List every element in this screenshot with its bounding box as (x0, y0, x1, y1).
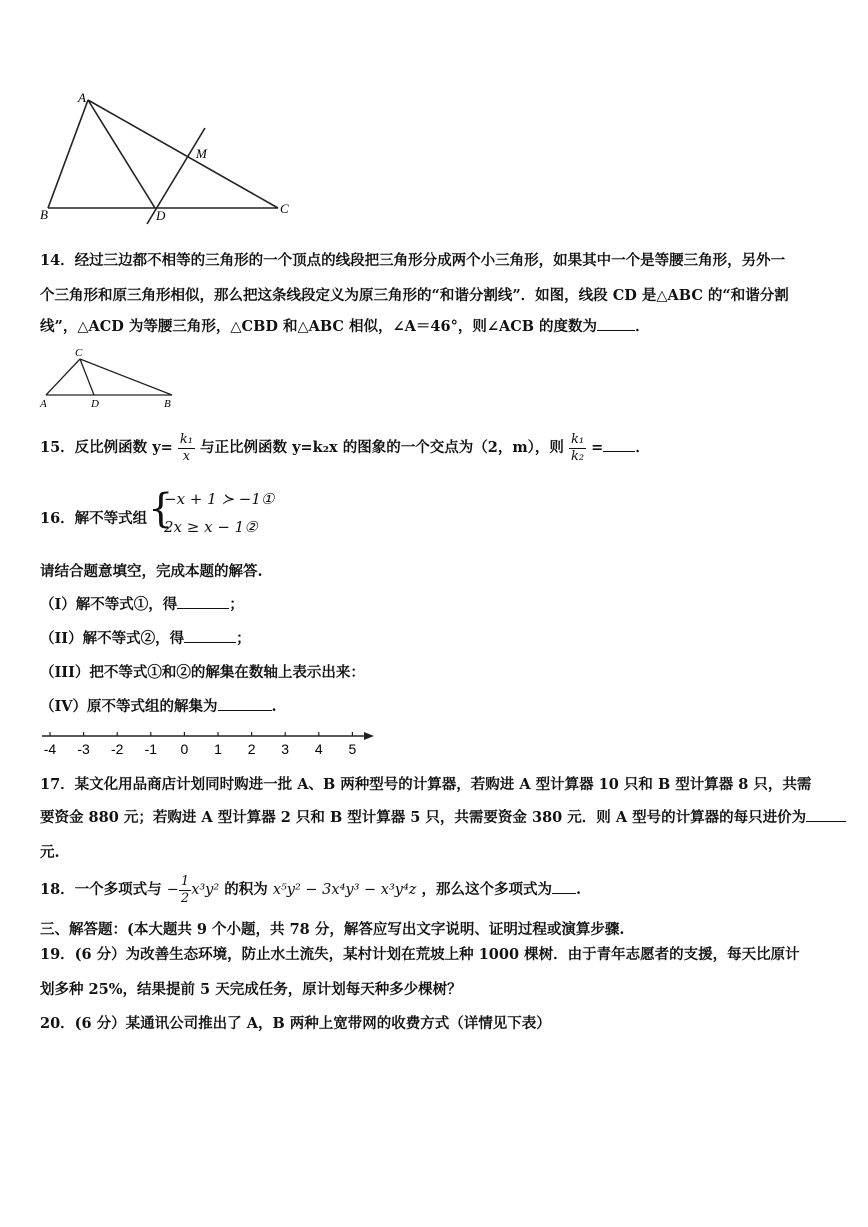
label-d: D (156, 208, 166, 223)
q15-frac1-num: k₁ (179, 431, 193, 447)
fig2-label-d: D (91, 398, 99, 410)
q15-middle: 与正比例函数 y=k₂x 的图象的一个交点为（2，m），则 (200, 439, 564, 456)
number-line-tick-label: 2 (247, 741, 256, 757)
q15-frac2-num: k₁ (571, 431, 585, 447)
q18-suffix: ，那么这个多项式为 (421, 881, 552, 898)
q16-step2-end: ； (236, 630, 251, 647)
q20-text: 20．(6 分）某通讯公司推出了 A，B 两种上宽带网的收费方式（详情见下表） (40, 1015, 551, 1032)
q14-answer-blank[interactable] (597, 316, 635, 331)
label-c: C (280, 201, 289, 216)
q15-answer-blank[interactable] (603, 437, 635, 452)
fig2-label-a: A (40, 398, 47, 410)
q16-step1-text: （I）解不等式①，得 (40, 596, 178, 613)
number-line-tick-label: 0 (180, 741, 189, 757)
number-line-tick-label: 5 (348, 741, 357, 757)
q18-coef-num: 1 (180, 873, 190, 889)
q15-suffix: = (591, 439, 604, 456)
q16-step4-text: （IV）原不等式组的解集为 (40, 698, 218, 715)
segment-ac (88, 100, 278, 208)
q18 (40, 868, 581, 912)
section3-heading: 三、解答题：(本大题共 9 个小题，共 78 分，解答应写出文字说明、证明过程或演算步骤. (40, 921, 625, 938)
q17-line3: 元. (40, 844, 60, 861)
q18-coef-den: 2 (180, 890, 190, 906)
fig2-label-b: B (164, 398, 171, 410)
q14-line3 (40, 316, 650, 338)
label-a: A (78, 90, 86, 105)
q14-line2: 个三角形和原三角形相似，那么把这条线段定义为原三角形的“和谐分割线”．如图，线段 CD 是△ABC 的“和谐分割 (40, 287, 789, 304)
q16-instruction: 请结合题意填空，完成本题的解答. (40, 563, 263, 580)
number-line-tick-label: -1 (144, 741, 158, 757)
q18-coef-fraction (179, 874, 191, 907)
q18-prefix: 18．一个多项式与 (40, 881, 162, 898)
segment-ad (88, 100, 155, 208)
q15 (40, 426, 650, 470)
q18-answer-blank[interactable] (552, 879, 576, 894)
q16-step3: （III）把不等式①和②的解集在数轴上表示出来： (40, 664, 365, 681)
q18-monomial: x³y² (191, 882, 220, 898)
number-line-tick-label: 3 (281, 741, 290, 757)
label-m: M (196, 146, 207, 161)
q14-line3-text: 线”，△ACD 为等腰三角形，△CBD 和△ABC 相似，∠A＝46°，则∠ACB 的度数为 (40, 318, 598, 335)
q16-step2 (40, 627, 251, 648)
q16-step4-blank[interactable] (218, 696, 272, 711)
number-line-tick-label: 4 (314, 741, 323, 757)
segment-ab (48, 100, 88, 208)
q15-fraction-k1-k2 (569, 432, 586, 465)
q15-frac1-den: x (182, 448, 191, 464)
number-line-tick-label: 1 (214, 741, 222, 757)
q18-coef-sign: − (166, 882, 179, 898)
q18-product: x⁵y² − 3x⁴y³ − x³y⁴z (272, 882, 417, 898)
triangle-figure-abc-dm (30, 86, 310, 226)
q18-end: . (575, 881, 582, 898)
q19-line2: 划多种 25%，结果提前 5 天完成任务，原计划每天种多少棵树？ (40, 981, 462, 998)
q18-middle: 的积为 (224, 881, 268, 898)
q14-end: ． (635, 318, 650, 335)
number-line-tick-label: -3 (77, 741, 90, 757)
number-line-tick-label: -2 (110, 741, 124, 757)
q16-step1 (40, 593, 244, 614)
q16-step2-blank[interactable] (184, 628, 236, 643)
q16-ineq2: 2x ≥ x − 1② (164, 518, 258, 536)
q16-step1-blank[interactable] (177, 594, 229, 609)
q16-ineq1: −x + 1 ≻ −1① (164, 490, 275, 508)
q16-step4-end: . (271, 698, 277, 715)
q15-end: ． (635, 439, 650, 456)
number-line-tick-label: -4 (43, 741, 57, 757)
q16-step2-text: （II）解不等式②，得 (40, 630, 185, 647)
q17-line2-text: 要资金 880 元；若购进 A 型计算器 2 只和 B 型计算器 5 只，共需要资金 380 元．则 A 型号的计算器的每只进价为 (40, 809, 807, 826)
q19-line1: 19．(6 分）为改善生态环境，防止水土流失，某村计划在荒坡上种 1000 棵树．由于青年志愿者的支援，每天比原计 (40, 946, 800, 963)
q15-fraction-k1-x (178, 432, 195, 465)
triangle-figure-acd (36, 344, 186, 410)
q14-line1: 14．经过三边都不相等的三角形的一个顶点的线段把三角形分成两个小三角形，如果其中一个是等腰三角形，另外一 (40, 252, 786, 269)
q16-prefix: 16．解不等式组 (40, 510, 148, 527)
q15-frac2-den: k₂ (571, 448, 585, 464)
q17-answer-blank[interactable] (806, 807, 846, 822)
number-line (38, 724, 378, 758)
q17-line2 (40, 807, 846, 829)
label-b: B (40, 207, 48, 222)
q17-line1: 17．某文化用品商店计划同时购进一批 A、B 两种型号的计算器，若购进 A 型计算器 10 只和 B 型计算器 8 只，共需 (40, 776, 812, 793)
fig2-label-c: C (75, 347, 83, 359)
q16-step4 (40, 695, 277, 716)
q16-step1-end: ； (229, 596, 244, 613)
q16-brace-symbol: { (148, 486, 174, 532)
q15-prefix: 15．反比例函数 y= (40, 439, 173, 456)
